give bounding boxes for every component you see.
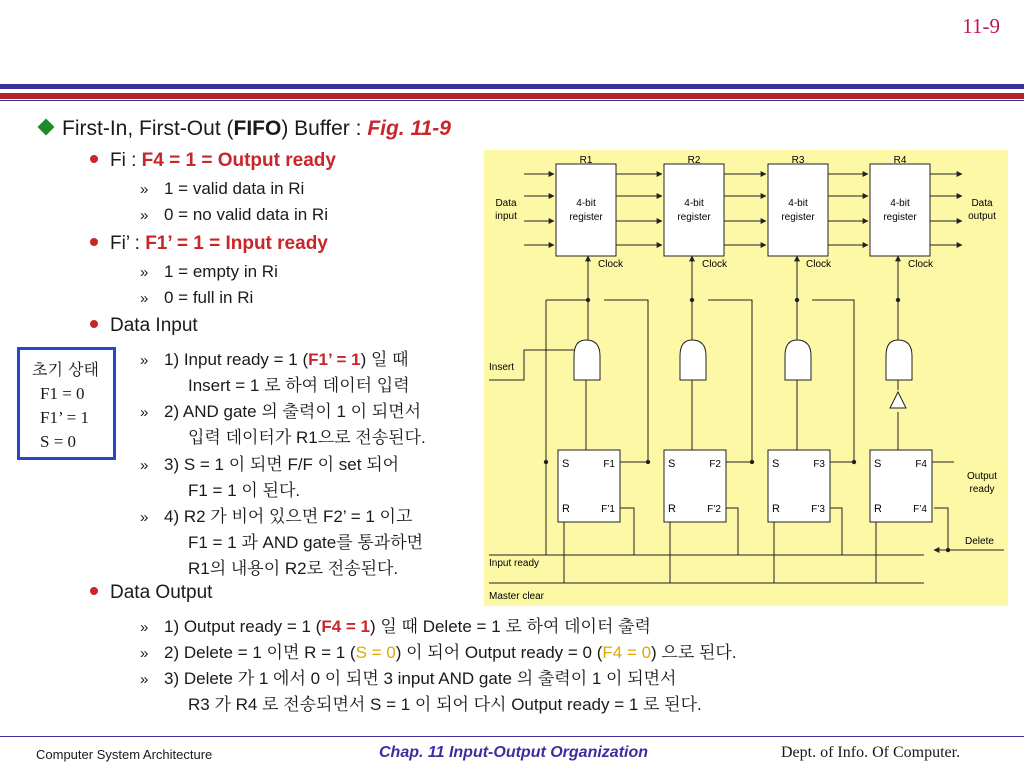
footer-course: Computer System Architecture <box>36 747 213 762</box>
fi-item-2 <box>140 205 328 225</box>
master-clear-label: Master clear <box>489 591 545 602</box>
register-text: 4-bit <box>788 198 808 209</box>
footer-dept: Dept. of Info. Of Computer. <box>781 744 961 761</box>
step-text: ) 일 때 Delete = 1 로 하여 데이터 출력 <box>370 617 651 636</box>
ff-s-label: S <box>668 458 676 470</box>
fi-prime-item-1 <box>140 262 278 282</box>
flip-flop-3 <box>768 450 830 522</box>
footer-chapter: Chap. 11 Input-Output Organization <box>379 744 649 761</box>
header-rule-blue <box>0 84 1024 89</box>
raquo-bullet-icon: » <box>140 457 149 474</box>
step-text: 4) R2 가 비어 있으면 F2’ = 1 이고 <box>164 507 413 526</box>
data-input-step-3 <box>140 450 399 475</box>
heading-fifo: FIFO <box>233 117 282 140</box>
fi-prefix: Fi : <box>110 150 142 171</box>
heading-prefix: First-In, First-Out ( <box>62 117 234 140</box>
step-text: 1) Output ready = 1 ( <box>164 617 322 636</box>
input-ready-label: Input ready <box>489 558 540 569</box>
fi-prime-item-2-text: 0 = full in Ri <box>164 288 254 307</box>
initial-state-line-3: S = 0 <box>40 432 77 451</box>
raquo-bullet-icon: » <box>140 181 149 198</box>
data-input-label: Data <box>495 198 517 209</box>
fi-prime-prefix: Fi’ : <box>110 233 146 254</box>
fi-prime-item-2 <box>140 288 253 308</box>
flip-flop-4 <box>870 450 932 522</box>
step-text: ) 으로 된다. <box>651 643 737 662</box>
ff-qbar-label: F’2 <box>707 504 721 515</box>
register-r2 <box>664 155 728 270</box>
data-input-step-4-cont1: F1 = 1 과 AND gate를 통과하면 <box>188 533 424 552</box>
data-output-label: output <box>968 211 996 222</box>
bullet-dot-icon <box>90 587 98 595</box>
initial-state-title: 초기 상태 <box>32 360 99 379</box>
register-text: 4-bit <box>576 198 596 209</box>
ff-s-label: S <box>562 458 570 470</box>
clock-label: Clock <box>702 259 728 270</box>
delete-label: Delete <box>965 536 994 547</box>
fi-highlight: F4 = 1 = Output ready <box>141 150 336 171</box>
data-output-step-3-cont: R3 가 R4 로 전송되면서 S = 1 이 되어 다시 Output ready = 1 로 된다. <box>188 695 702 714</box>
ff-r-label: R <box>874 503 882 515</box>
footer-rule <box>0 736 1024 737</box>
ff-r-label: R <box>772 503 780 515</box>
ff-s-label: S <box>874 458 882 470</box>
fi-prime-definition <box>90 233 328 255</box>
step-text: ) 이 되어 Output ready = 0 ( <box>395 643 603 662</box>
output-ready-label: Output <box>966 471 998 482</box>
data-input-step-3-cont: F1 = 1 이 된다. <box>188 481 301 500</box>
diamond-bullet-icon <box>38 119 55 136</box>
register-label: R4 <box>893 155 907 166</box>
raquo-bullet-icon: » <box>140 671 149 688</box>
register-label: R1 <box>579 155 593 166</box>
page-number: 11-9 <box>962 14 1000 38</box>
fi-definition <box>90 150 336 172</box>
heading-middle: ) Buffer : <box>281 117 368 140</box>
raquo-bullet-icon: » <box>140 264 149 281</box>
and-gate-icon <box>886 340 912 380</box>
step-highlight: S = 0 <box>355 643 396 662</box>
and-gate-icon <box>680 340 706 380</box>
raquo-bullet-icon: » <box>140 509 149 526</box>
data-output-title-text: Data Output <box>110 582 213 603</box>
step-text: 2) Delete = 1 이면 R = 1 ( <box>164 643 356 662</box>
data-output-step-2 <box>140 638 737 663</box>
clock-label: Clock <box>908 259 934 270</box>
data-output-title <box>90 582 212 604</box>
fi-prime-item-1-text: 1 = empty in Ri <box>164 262 278 281</box>
heading-fig-ref: Fig. 11-9 <box>367 117 451 140</box>
data-input-step-2-cont: 입력 데이터가 R1으로 전송된다. <box>188 428 426 447</box>
ff-q-label: F3 <box>813 459 825 470</box>
data-input-label: input <box>495 211 517 222</box>
register-text: register <box>569 212 603 223</box>
data-output-step-1 <box>140 612 651 637</box>
ff-q-label: F4 <box>915 459 927 470</box>
insert-label: Insert <box>489 362 515 373</box>
data-input-step-1 <box>140 345 409 370</box>
register-label: R3 <box>791 155 805 166</box>
ff-r-label: R <box>668 503 676 515</box>
ff-q-label: F1 <box>603 459 615 470</box>
raquo-bullet-icon: » <box>140 619 149 636</box>
fi-item-1 <box>140 179 304 199</box>
raquo-bullet-icon: » <box>140 290 149 307</box>
raquo-bullet-icon: » <box>140 207 149 224</box>
raquo-bullet-icon: » <box>140 645 149 662</box>
step-text: 2) AND gate 의 출력이 1 이 되면서 <box>164 402 422 421</box>
ff-s-label: S <box>772 458 780 470</box>
ff-qbar-label: F’4 <box>913 504 927 515</box>
fi-item-2-text: 0 = no valid data in Ri <box>164 205 328 224</box>
initial-state-box <box>17 347 116 460</box>
bullet-dot-icon <box>90 155 98 163</box>
data-input-step-1-cont: Insert = 1 로 하여 데이터 입력 <box>188 376 410 395</box>
data-output-step-3 <box>140 664 676 689</box>
step-text: 1) Input ready = 1 ( <box>164 350 309 369</box>
and-gate-icon <box>785 340 811 380</box>
ff-qbar-label: F’1 <box>601 504 615 515</box>
data-output-label: Data <box>971 198 993 209</box>
step-highlight: F4 = 0 <box>602 643 652 662</box>
and-gate-icon <box>574 340 600 380</box>
header-rule-red <box>0 93 1024 99</box>
register-label: R2 <box>687 155 701 166</box>
step-text: 3) S = 1 이 되면 F/F 이 set 되어 <box>164 455 400 474</box>
initial-state-line-1: F1 = 0 <box>40 384 85 403</box>
data-input-step-2 <box>140 397 421 422</box>
data-input-title <box>90 315 198 337</box>
raquo-bullet-icon: » <box>140 352 149 369</box>
step-highlight: F4 = 1 <box>321 617 371 636</box>
ff-q-label: F2 <box>709 459 721 470</box>
register-text: 4-bit <box>684 198 704 209</box>
clock-label: Clock <box>806 259 832 270</box>
register-r4 <box>870 155 934 270</box>
step-text: ) 일 때 <box>360 350 409 369</box>
fi-prime-highlight: F1’ = 1 = Input ready <box>145 233 328 254</box>
fifo-diagram <box>484 150 1008 606</box>
register-r1 <box>556 155 624 270</box>
ff-r-label: R <box>562 503 570 515</box>
step-text: 3) Delete 가 1 에서 0 이 되면 3 input AND gate 의 출력이 1 이 되면서 <box>164 669 677 688</box>
register-text: register <box>883 212 917 223</box>
header-rule-thin <box>0 100 1024 101</box>
raquo-bullet-icon: » <box>140 404 149 421</box>
data-input-title-text: Data Input <box>110 315 198 336</box>
flip-flop-2 <box>664 450 726 522</box>
fi-item-1-text: 1 = valid data in Ri <box>164 179 305 198</box>
register-text: register <box>781 212 815 223</box>
register-text: 4-bit <box>890 198 910 209</box>
slide-heading <box>40 117 451 141</box>
bullet-dot-icon <box>90 238 98 246</box>
register-text: register <box>677 212 711 223</box>
register-r3 <box>768 155 832 270</box>
bullet-dot-icon <box>90 320 98 328</box>
data-input-step-4-cont2: R1의 내용이 R2로 전송된다. <box>188 559 399 578</box>
initial-state-line-2: F1’ = 1 <box>40 408 89 427</box>
data-input-step-4 <box>140 502 412 527</box>
step-highlight: F1’ = 1 <box>308 350 361 369</box>
flip-flop-1 <box>558 450 620 522</box>
clock-label: Clock <box>598 259 624 270</box>
ff-qbar-label: F’3 <box>811 504 825 515</box>
output-ready-label: ready <box>969 484 995 495</box>
